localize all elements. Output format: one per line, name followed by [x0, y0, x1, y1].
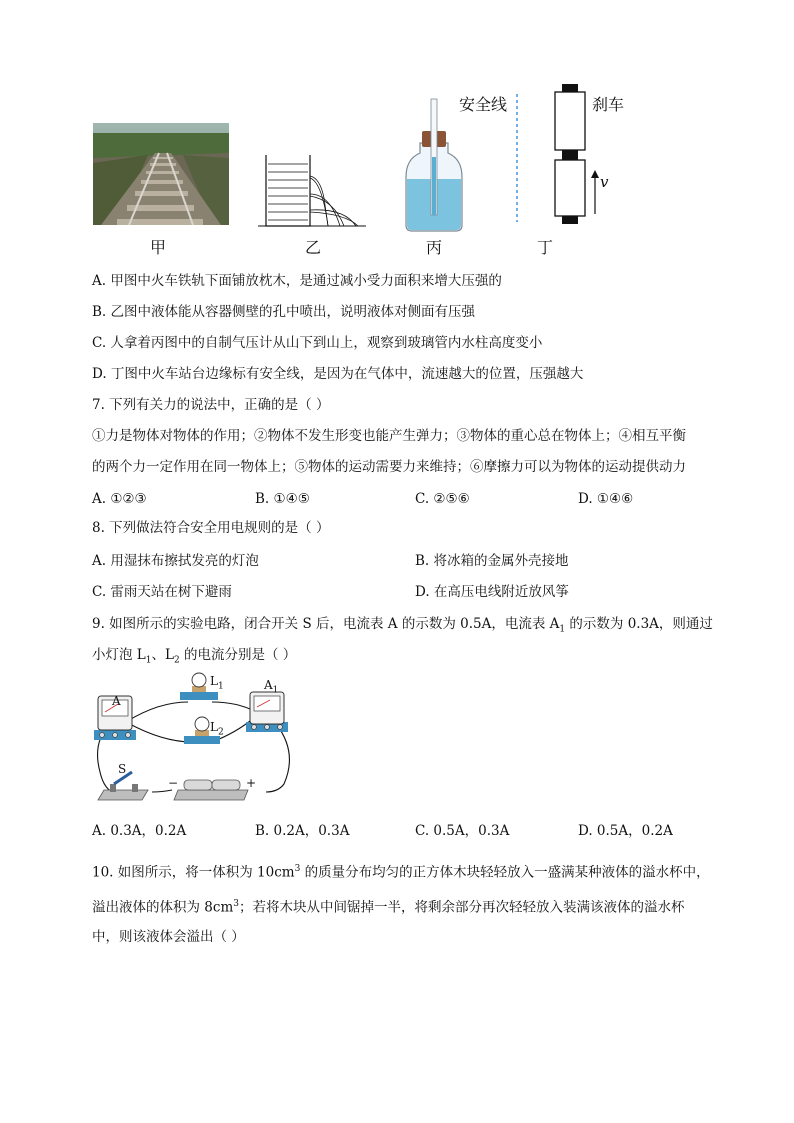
figure-caption-ding: 丁 [537, 238, 554, 257]
q10-line3: 中，则该液体会溢出（ ） [92, 929, 245, 945]
q8-stem: 8. 下列做法符合安全用电规则的是（ ） [92, 520, 330, 536]
figure-caption-bing: 丙 [426, 238, 443, 257]
q8-option-b: B. 将冰箱的金属外壳接地 [415, 553, 569, 569]
safety-line-dashed [516, 94, 518, 222]
q9-stem-line1 [92, 614, 713, 640]
figure-caption-yi: 乙 [305, 238, 322, 257]
q10-text: 的质量分布均匀的正方体木块轻轻放入一盛满某种液体的溢水杯中， [300, 864, 710, 881]
q9-stem-text: 的示数为 0.3A，则通过 [565, 616, 713, 632]
liquid-container-diagram [258, 150, 368, 230]
q8-option-a: A. 用湿抹布擦拭发亮的灯泡 [92, 553, 259, 569]
q9-option-d: D. 0.5A，0.2A [578, 823, 673, 839]
circuit-diagram [88, 672, 310, 808]
q10-text: ；若将木块从中间锯掉一半，将剩余部分再次轻轻放入装满该液体的溢水杯 [238, 899, 685, 916]
q8-option-c: C. 雷雨天站在树下避雨 [92, 584, 232, 600]
circuit-label-l1-sub: 1 [217, 681, 224, 692]
circuit-label-l2-text: L [210, 720, 218, 734]
velocity-label: v [600, 173, 609, 191]
q10-line2 [92, 894, 684, 918]
q7-option-b: B. ①④⑤ [255, 491, 310, 507]
q7-option-c: C. ②⑤⑥ [415, 491, 470, 507]
safety-line-label: 安全线 [459, 95, 508, 114]
circuit-label-minus: − [168, 776, 179, 790]
q7-body-line1: ①力是物体对物体的作用；②物体不发生形变也能产生弹力；③物体的重心总在物体上；④相互平衡 [92, 428, 686, 444]
brake-label: 刹车 [592, 95, 625, 114]
q9-option-b: B. 0.2A，0.3A [255, 823, 350, 839]
circuit-label-plus: + [246, 776, 257, 790]
q9-option-c: C. 0.5A，0.3A [415, 823, 510, 839]
q10-text: 10. 如图所示，将一体积为 10cm [92, 864, 295, 881]
q9-stem-sub: 1 [559, 624, 566, 635]
railway-photo [93, 123, 229, 225]
circuit-label-l1 [210, 674, 224, 691]
q9-stem-text: 小灯泡 L [92, 647, 146, 663]
figure-caption-jia: 甲 [150, 238, 167, 257]
circuit-label-a1-sub: 1 [272, 685, 279, 696]
q10-sup: 3 [233, 899, 239, 909]
q7-body-line2: 的两个力一定作用在同一物体上；⑤物体的运动需要力来维持；⑥摩擦力可以为物体的运动提供动力 [92, 459, 686, 475]
q7-option-d: D. ①④⑥ [578, 491, 634, 507]
circuit-label-l2-sub: 2 [217, 727, 224, 738]
circuit-label-ammeter-a: A [112, 694, 121, 708]
circuit-label-l2 [210, 720, 224, 737]
q6-option-a: A. 甲图中火车铁轨下面铺放枕木，是通过减小受力面积来增大压强的 [92, 273, 502, 289]
q9-stem-text: 的电流分别是（ ） [179, 647, 297, 663]
circuit-label-switch: S [118, 762, 127, 776]
q10-line1 [92, 859, 710, 883]
velocity-arrow [590, 170, 600, 214]
barometer-bottle-diagram [400, 95, 468, 233]
circuit-label-a1-text: A [264, 678, 273, 692]
q6-option-c: C. 人拿着丙图中的自制气压计从山下到山上，观察到玻璃管内水柱高度变小 [92, 335, 543, 351]
train-diagram [552, 84, 588, 224]
circuit-label-ammeter-a1 [264, 678, 278, 695]
q9-stem-text: 、L [151, 647, 174, 663]
q9-option-a: A. 0.3A，0.2A [92, 823, 187, 839]
q10-sup: 3 [294, 864, 301, 874]
q6-option-d: D. 丁图中火车站台边缘标有安全线，是因为在气体中，流速越大的位置，压强越大 [92, 366, 584, 382]
q9-stem-sub: 1 [145, 655, 152, 666]
q9-stem-line2 [92, 645, 296, 671]
q9-stem-sub: 2 [173, 655, 180, 666]
q6-option-b: B. 乙图中液体能从容器侧壁的孔中喷出，说明液体对侧面有压强 [92, 304, 476, 320]
q8-option-d: D. 在高压电线附近放风筝 [415, 584, 569, 600]
circuit-label-l1-text: L [210, 674, 218, 688]
q10-text: 溢出液体的体积为 8cm [92, 899, 234, 916]
q7-stem: 7. 下列有关力的说法中，正确的是（ ） [92, 397, 330, 413]
q7-option-a: A. ①②③ [92, 491, 147, 507]
q9-stem-text: 9. 如图所示的实验电路，闭合开关 S 后，电流表 A 的示数为 0.5A，电流表 A [92, 616, 560, 632]
